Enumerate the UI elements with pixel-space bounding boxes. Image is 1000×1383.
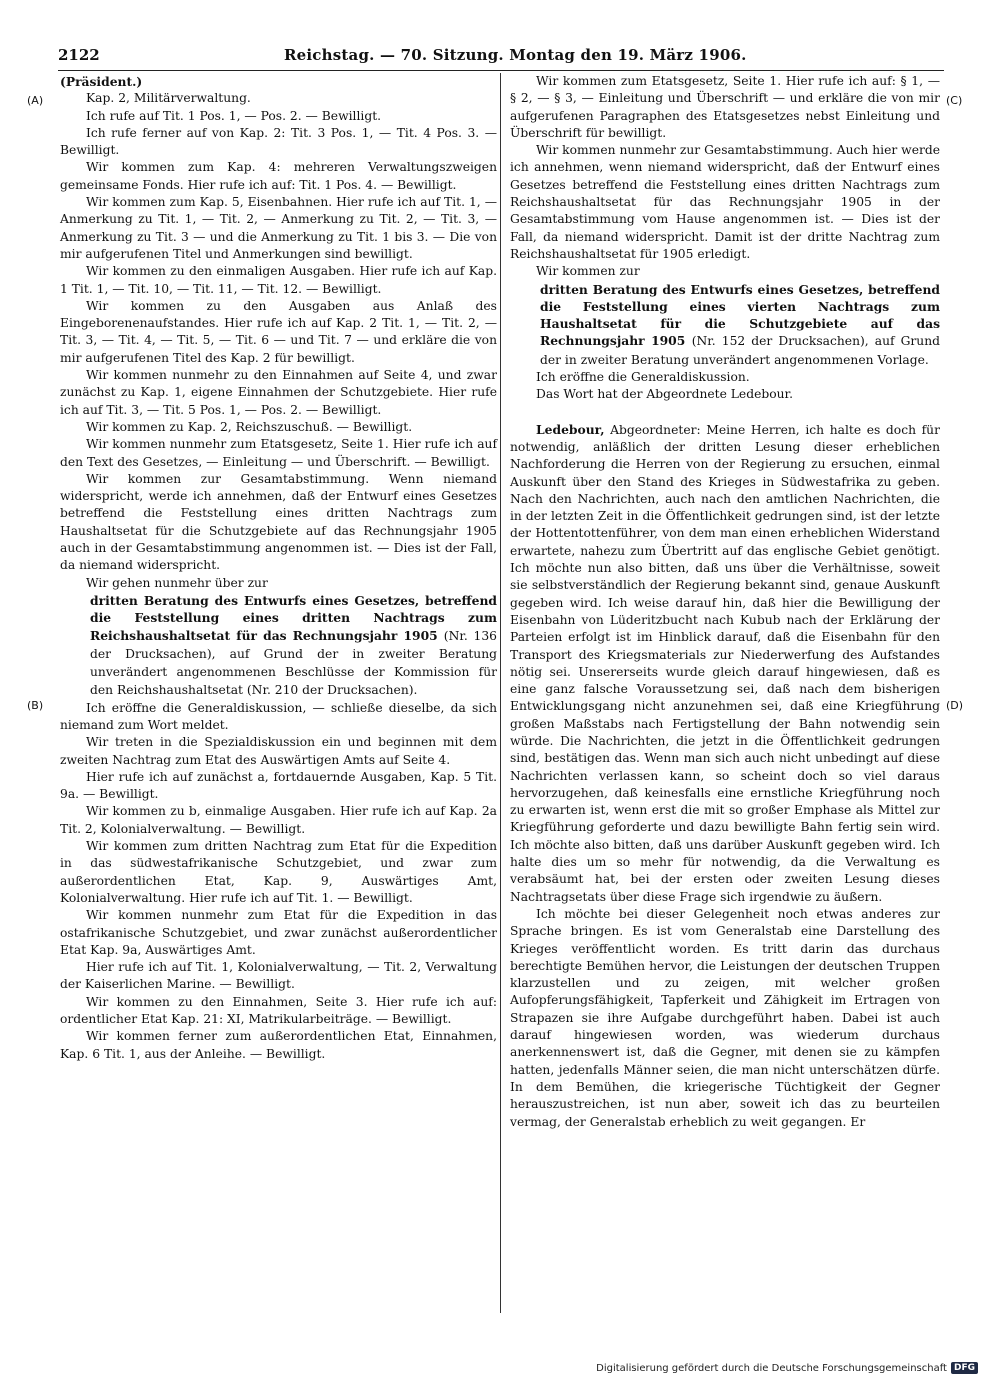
agenda-note: (Nr. 136 der Drucksachen), auf Grund der in zweiter Beratung unverändert angenommenen Beschlüsse der Kommission für den Reichshaushaltsetat (Nr. 210 der Drucksachen). [90,628,497,698]
speech-paragraph [510,421,940,906]
paragraph: Wir gehen nunmehr über zur [86,575,268,590]
agenda-title: dritten Beratung des Entwurfs eines Gesetzes, betreffend die Feststellung eines dritten Nachtrags zum Reichshaushaltsetat für das Rechnungsjahr 1905 [90,592,497,643]
left-column [60,73,497,1063]
agenda-item [540,281,940,369]
paragraph: Wir kommen zu den Ausgaben aus Anlaß des Eingeborenenaufstandes. Hier rufe ich auf Kap. 2 Tit. 1, — Tit. 2, — Tit. 3, — Tit. 4, — Tit. 5, — Tit. 6 — und Tit. 7 — und erkläre die von mir aufgerufenen Titel des Kap. 2 für bewilligt. [60,298,497,365]
paragraph: Hier rufe ich auf Tit. 1, Kolonialverwaltung, — Tit. 2, Verwaltung der Kaiserlichen Marine. — Bewilligt. [60,960,497,992]
paragraph: Wir kommen zu Kap. 2, Reichszuschuß. — Bewilligt. [86,419,413,434]
paragraph: Wir kommen zum dritten Nachtrag zum Etat für die Expedition in das südwestafrikanische Schutzgebiet, und zwar zum außerordentlichen Etat, Kap. 9, Auswärtiges Amt, Kolonialverwaltung. Hier rufe ich auf Tit. 1. — Bewilligt. [60,839,497,905]
paragraph: Wir kommen nunmehr zu den Einnahmen auf Seite 4, und zwar zunächst zu Kap. 1, eigene Einnahmen der Schutzgebiete. Hier rufe ich auf Tit. 3, — Tit. 5 Pos. 1, — Pos. 2. — Bewilligt. [60,368,497,417]
paragraph: Wir kommen zu den einmaligen Ausgaben. Hier rufe ich auf Kap. 1 Tit. 1, — Tit. 10, — Tit. 11, — Tit. 12. — Bewilligt. [60,264,497,296]
margin-label-d: (D) [946,699,964,712]
page-header [58,44,944,71]
paragraph: Kap. 2, Militärverwaltung. [86,91,251,106]
margin-label-b: (B) [27,699,44,712]
paragraph: Ich eröffne die Generaldiskussion. [536,370,750,385]
speaker-tag: (Präsident.) [60,74,143,89]
paragraph: Hier rufe ich auf zunächst a, fortdauernde Ausgaben, Kap. 5 Tit. 9a. — Bewilligt. [60,769,497,802]
agenda-title: dritten Beratung des Entwurfs eines Gesetzes, betreffend die Feststellung eines vierten Nachtrags zum Haushaltsetat für die Schutzgebiete auf das Rechnungsjahr 1905 [540,281,940,349]
paragraph: Ich möchte bei dieser Gelegenheit noch etwas anderes zur Sprache bringen. Es ist vom Generalstab eine Darstellung des Krieges veröffentlicht worden. Es tritt darin das durchaus berechtigte Bemühen hervor, die Leistungen der deutschen Truppen klarzustellen und zu zeigen, mit welcher großen Aufopferungsfähigkeit, Tapferkeit und Zähigkeit im Ertragen von Strapazen sie ihre Aufgabe durchgeführt haben. Dabei ist auch darauf hingewiesen worden, was wiederum durchaus anerkennenswert ist, daß die Gegner, mit denen sie zu kämpfen hatten, jedenfalls Männer seien, die man nicht unterschätzen dürfe. In dem Bemühen, die kriegerische Tüchtigkeit der Gegner herauszustreichen, ist nun aber, soweit ich das zu beurteilen vermag, der Generalstab erheblich zu weit gegangen. Er [510,906,940,1129]
speaker-name: Ledebour, [536,421,605,437]
running-title: Reichstag. — 70. Sitzung. Montag den 19. März 1906. [284,46,747,64]
footer-text: Digitalisierung gefördert durch die Deutsche Forschungsgemeinschaft [596,1362,947,1374]
right-column [510,73,940,1131]
paragraph: Wir kommen ferner zum außerordentlichen Etat, Einnahmen, Kap. 6 Tit. 1, aus der Anleihe. — Bewilligt. [60,1029,497,1061]
paragraph: Wir kommen nunmehr zum Etatsgesetz, Seite 1. Hier rufe ich auf den Text des Gesetzes, — Einleitung — und Überschrift. — Bewilligt. [60,437,497,469]
paragraph: Wir kommen zur [536,264,640,279]
paragraph: Das Wort hat der Abgeordnete Ledebour. [536,387,793,402]
column-divider [500,73,501,1313]
paragraph: Wir kommen zum Kap. 5, Eisenbahnen. Hier rufe ich auf Tit. 1, — Anmerkung zu Tit. 1, — Tit. 2, — Anmerkung zu Tit. 2, — Tit. 3, — Anmerkung zu Tit. 3 — und die Anmerkung zu Tit. 1 bis 3. — Die von mir aufgerufenen Titel und Anmerkungen sind bewilligt. [60,195,497,261]
margin-label-c: (C) [946,94,963,107]
footer-credit [596,1362,978,1374]
paragraph: Ich rufe ferner auf von Kap. 2: Tit. 3 Pos. 1, — Tit. 4 Pos. 3. — Bewilligt. [60,125,497,158]
paragraph: Ich rufe auf Tit. 1 Pos. 1, — Pos. 2. — Bewilligt. [86,108,382,123]
margin-label-a: (A) [27,94,44,107]
agenda-note: (Nr. 152 der Drucksachen), auf Grund der in zweiter Beratung unverändert angenommenen Vorlage. [540,334,940,367]
speech-text: Abgeordneter: Meine Herren, ich halte es doch für notwendig, anläßlich der dritten Lesung dieser erheblichen Nachforderung die Herren von der Regierung zu ersuchen, einmal Auskunft über den Stand des Krieges in Südwestafrika zu geben. Nach den Nachrichten, auch nach den amtlichen Nachrichten, die in der letzten Zeit in die Öffentlichkeit gedrungen sind, ist der letzte der Hottentottenführer, von dem man einen erheblichen Widerstand erwartete, nahezu zum Übertritt auf das englische Gebiet genötigt. Ich möchte nun also bitten, daß uns über die Verhältnisse, soweit sie selbstverständlich der Regierung bekannt sind, genaue Auskunft gegeben wird. Ich weise darauf hin, daß hier die Bewilligung der Eisenbahn von Lüderitzbucht nach Kubub nach der Erklärung der Parteien erfolgt ist im Hinblick darauf, daß die Eisenbahn für den Transport des Kriegsmaterials zur Niederwerfung des Aufstandes nötig sei. Unsererseits wurde gleich darauf hingewiesen, daß es eine ganz falsche Voraussetzung sei, daß nach dem bisherigen Entwicklungsgang nicht anzunehmen sei, daß eine Kriegführung großen Maßstabs nach Fertigstellung der Bahn notwendig sein würde. Die Nachrichten, die jetzt in die Öffentlichkeit gedrungen sind, bestätigen das. Wenn man sich auch nicht unbedingt auf diese Nachrichten verlassen kann, so scheint doch so viel daraus hervorzugehen, daß keinesfalls eine ernstliche Kriegführung noch zu erwarten ist, wenn erst die mit so großer Emphase als Mittel zur Kriegführung geforderte und dazu bewilligte Bahn fertig sein wird. Ich möchte also bitten, daß uns darüber Auskunft gegeben wird. Ich halte dies um so mehr für notwendig, da die Verwaltung es verabsäumt hat, bei der ersten oder zweiten Lesung dieses Nachtragsetats über diese Frage sich irgendwie zu äußern. [510,422,940,904]
paragraph: Wir kommen nunmehr zum Etat für die Expedition in das ostafrikanische Schutzgebiet, und zwar zunächst außerordentlicher Etat Kap. 9a, Auswärtiges Amt. [60,908,497,957]
dfg-logo: DFG [951,1362,978,1374]
agenda-item [90,592,497,700]
paragraph: Wir kommen nunmehr zur Gesamtabstimmung. Auch hier werde ich annehmen, wenn niemand widerspricht, daß der Entwurf eines Gesetzes betreffend die Feststellung eines dritten Nachtrags zum Reichshaushaltsetat für das Rechnungsjahr 1905 in der Gesamtabstimmung vom Hause angenommen ist. — Dies ist der Fall, da niemand widerspricht. Damit ist der dritte Nachtrag zum Reichshaushaltsetat für 1905 erledigt. [510,143,940,261]
paragraph: Wir kommen zu b, einmalige Ausgaben. Hier rufe ich auf Kap. 2a Tit. 2, Kolonialverwaltung. — Bewilligt. [60,804,497,836]
page-number: 2122 [58,46,100,64]
paragraph: Wir kommen zum Etatsgesetz, Seite 1. Hier rufe ich auf: § 1, — § 2, — § 3, — Einleitung und Überschrift — und erkläre die von mir aufgerufenen Paragraphen des Etatsgesetzes nebst Einleitung und Überschrift für bewilligt. [510,74,940,140]
paragraph: Wir kommen zu den Einnahmen, Seite 3. Hier rufe ich auf: ordentlicher Etat Kap. 21: XI, Matrikularbeiträge. — Bewilligt. [60,994,497,1027]
paragraph: Wir treten in die Spezialdiskussion ein und beginnen mit dem zweiten Nachtrag zum Etat des Auswärtigen Amts auf Seite 4. [60,735,497,767]
paragraph: Wir kommen zur Gesamtabstimmung. Wenn niemand widerspricht, werde ich annehmen, daß der Entwurf eines Gesetzes betreffend die Feststellung eines dritten Nachtrags zum Haushaltsetat für die Schutzgebiete auf das Rechnungsjahr 1905 auch in der Gesamtabstimmung angenommen ist. — Dies ist der Fall, da niemand widerspricht. [60,471,497,573]
paragraph: Ich eröffne die Generaldiskussion, — schließe dieselbe, da sich niemand zum Wort meldet. [60,700,497,732]
paragraph: Wir kommen zum Kap. 4: mehreren Verwaltungszweigen gemeinsame Fonds. Hier rufe ich auf: Tit. 1 Pos. 4. — Bewilligt. [60,160,497,192]
